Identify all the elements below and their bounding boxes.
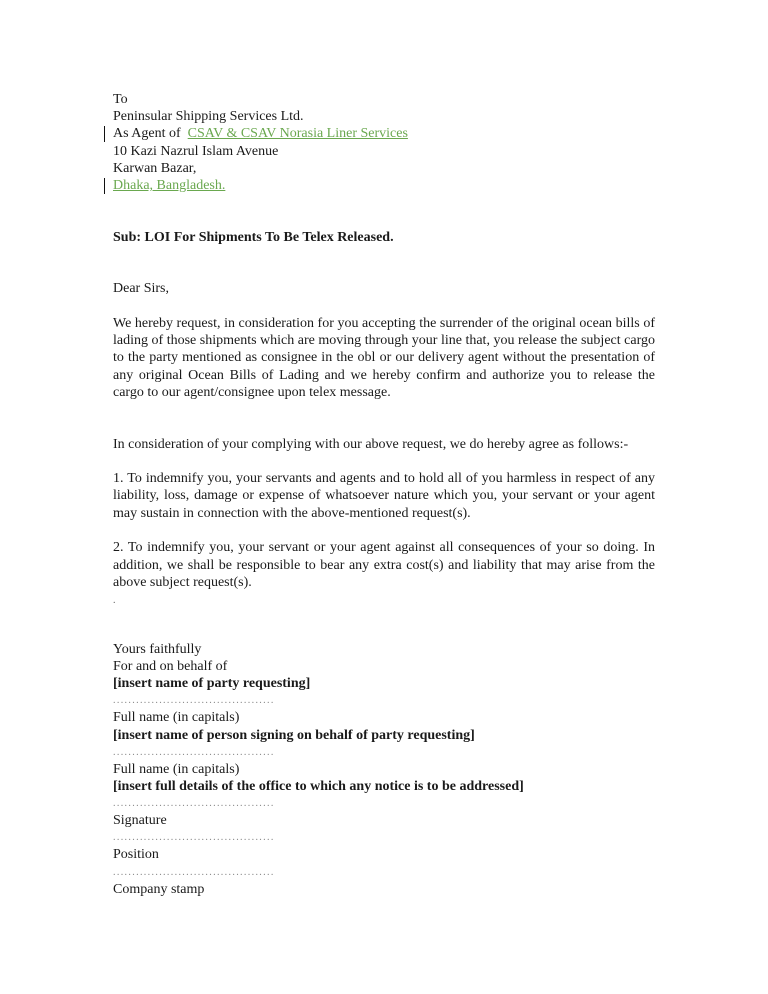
city-link[interactable]: Dhaka, Bangladesh. [113, 178, 226, 194]
stray-mark: . [113, 594, 116, 606]
closing-yours: Yours faithfully [113, 641, 202, 657]
dotted-signature-line: .......................................... [113, 832, 275, 844]
company-stamp-label: Company stamp [113, 881, 205, 897]
closing-behalf: For and on behalf of [113, 658, 228, 674]
signature-label: Signature [113, 813, 167, 829]
letter-body [113, 91, 655, 898]
recipient-agent-line [113, 125, 655, 142]
clause-2-paragraph: 2. To indemnify you, your servant or your agent against all consequences of your so doing. In addition, we shall be responsible to bear any extra cost(s) and liability that may arise from the above subject request(s). [113, 540, 655, 591]
person-placeholder: [insert name of person signing on behalf of party requesting] [113, 727, 475, 743]
recipient-area: Karwan Bazar, [113, 160, 197, 176]
full-name-label-2: Full name (in capitals) [113, 761, 240, 777]
recipient-to: To [113, 92, 128, 107]
full-name-label-1: Full name (in capitals) [113, 710, 240, 726]
text-cursor-marker [104, 178, 105, 194]
text-cursor-marker [104, 126, 105, 142]
consideration-paragraph: In consideration of your complying with our above request, we do hereby agree as follows:- [113, 436, 629, 452]
position-label: Position [113, 847, 159, 863]
office-placeholder: [insert full details of the office to which any notice is to be addressed] [113, 778, 524, 794]
dotted-signature-line: .......................................... [113, 798, 275, 810]
dotted-signature-line: .......................................... [113, 866, 275, 878]
party-placeholder: [insert name of party requesting] [113, 676, 311, 692]
clause-1-paragraph: 1. To indemnify you, your servants and agents and to hold all of you harmless in respect of any liability, loss, damage or expense of whatsoever nature which you, your servant or your agent may sustain in connection with the above-mentioned request(s). [113, 471, 655, 521]
dotted-signature-line: .......................................... [113, 746, 275, 758]
subject-line: Sub: LOI For Shipments To Be Telex Released. [113, 230, 394, 246]
salutation: Dear Sirs, [113, 281, 169, 297]
dotted-signature-line: .......................................... [113, 695, 275, 707]
request-paragraph: We hereby request, in consideration for you accepting the surrender of the original ocean bills of lading of those shipments which are moving through your line that, you release the subject cargo to the party mentioned as consignee in the obl or our delivery agent without the presentation of any original Ocean Bills of Lading and we hereby confirm and authorize you to release the cargo to our agent/consignee upon telex message. [113, 315, 655, 401]
agent-link[interactable]: CSAV & CSAV Norasia Liner Services [187, 126, 408, 142]
recipient-street: 10 Kazi Nazrul Islam Avenue [113, 143, 279, 159]
recipient-city-line [113, 177, 655, 194]
recipient-company: Peninsular Shipping Services Ltd. [113, 109, 304, 125]
agent-prefix: As Agent of [113, 126, 181, 142]
